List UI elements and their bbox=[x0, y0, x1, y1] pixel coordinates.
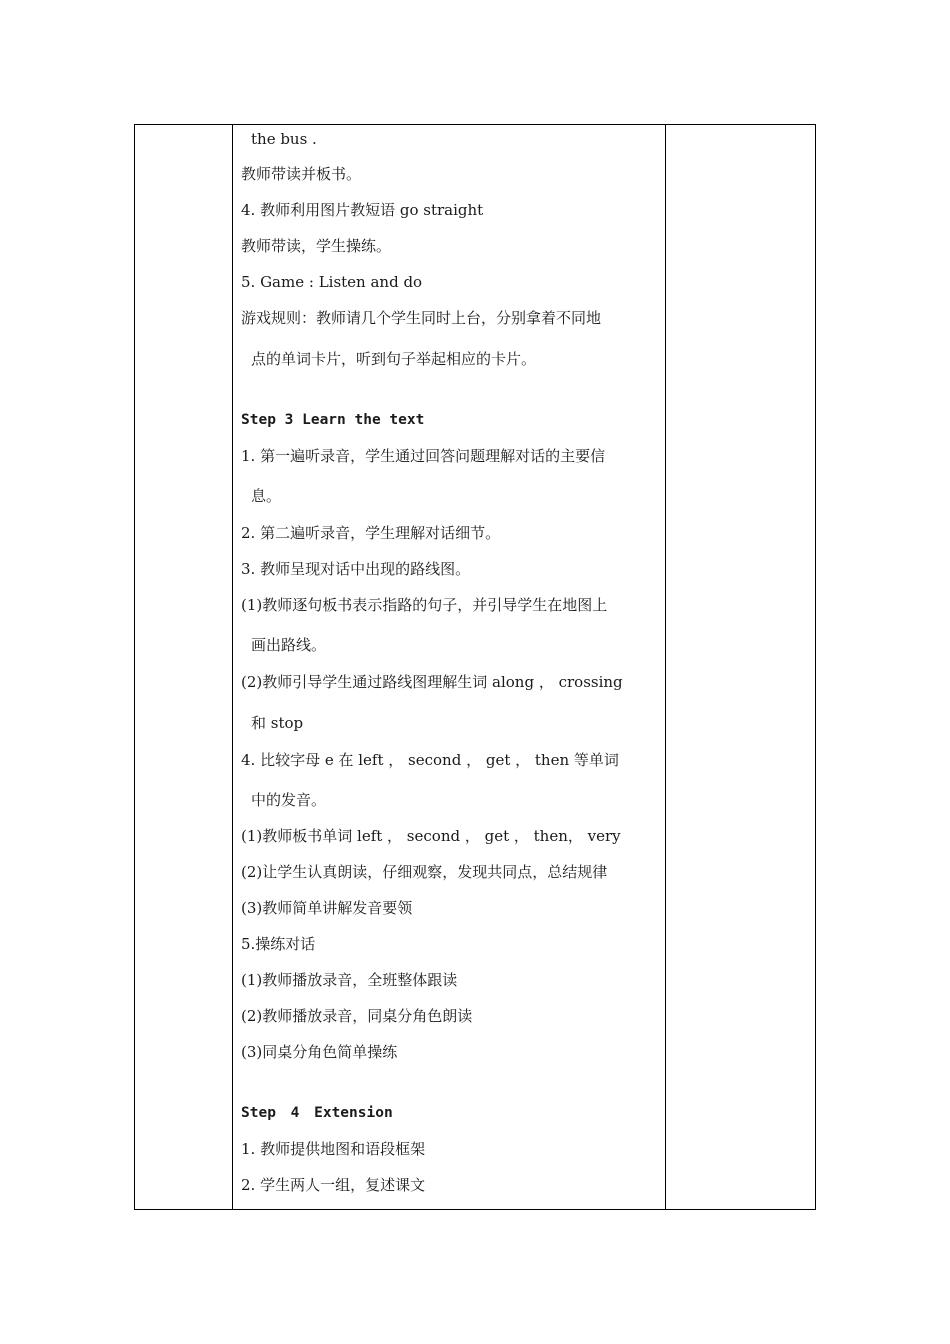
column-divider-right bbox=[665, 125, 666, 1209]
text-line: 4. 比较字母 e 在 left ， second ， get ， then 等单词 bbox=[241, 751, 619, 769]
section-heading: Step 3 Learn the text bbox=[241, 412, 425, 428]
text-line: (3)教师简单讲解发音要领 bbox=[241, 899, 413, 917]
text-line: 教师带读，学生操练。 bbox=[241, 237, 392, 255]
text-line: 1. 第一遍听录音，学生通过回答问题理解对话的主要信 bbox=[241, 447, 606, 465]
text-line: 和 stop bbox=[251, 714, 304, 732]
section-heading: Step 4 Extension bbox=[241, 1105, 393, 1121]
text-line: the bus . bbox=[251, 130, 317, 148]
text-line: 画出路线。 bbox=[251, 636, 327, 654]
text-line: (2)教师引导学生通过路线图理解生词 along ， crossing bbox=[241, 673, 623, 691]
text-line: 1. 教师提供地图和语段框架 bbox=[241, 1140, 426, 1158]
text-line: 2. 学生两人一组，复述课文 bbox=[241, 1176, 426, 1194]
text-line: 2. 第二遍听录音，学生理解对话细节。 bbox=[241, 524, 501, 542]
text-line: 3. 教师呈现对话中出现的路线图。 bbox=[241, 560, 471, 578]
text-line: (3)同桌分角色简单操练 bbox=[241, 1043, 398, 1061]
lesson-table bbox=[134, 124, 816, 1210]
text-line: 点的单词卡片，听到句子举起相应的卡片。 bbox=[251, 350, 537, 368]
text-line: 5.操练对话 bbox=[241, 935, 316, 953]
text-line: 游戏规则：教师请几个学生同时上台，分别拿着不同地 bbox=[241, 309, 602, 327]
text-line: 中的发音。 bbox=[251, 791, 327, 809]
text-line: 4. 教师利用图片教短语 go straight bbox=[241, 201, 484, 219]
text-line: (1)教师播放录音，全班整体跟读 bbox=[241, 971, 458, 989]
text-line: (2)让学生认真朗读，仔细观察，发现共同点，总结规律 bbox=[241, 863, 608, 881]
text-line: 息。 bbox=[251, 487, 282, 505]
text-line: (1)教师板书单词 left ， second ， get ， then， very bbox=[241, 827, 621, 845]
text-line: (1)教师逐句板书表示指路的句子，并引导学生在地图上 bbox=[241, 596, 608, 614]
text-line: (2)教师播放录音，同桌分角色朗读 bbox=[241, 1007, 473, 1025]
text-line: 教师带读并板书。 bbox=[241, 165, 362, 183]
column-divider-left bbox=[232, 125, 233, 1209]
text-line: 5. Game : Listen and do bbox=[241, 273, 423, 291]
